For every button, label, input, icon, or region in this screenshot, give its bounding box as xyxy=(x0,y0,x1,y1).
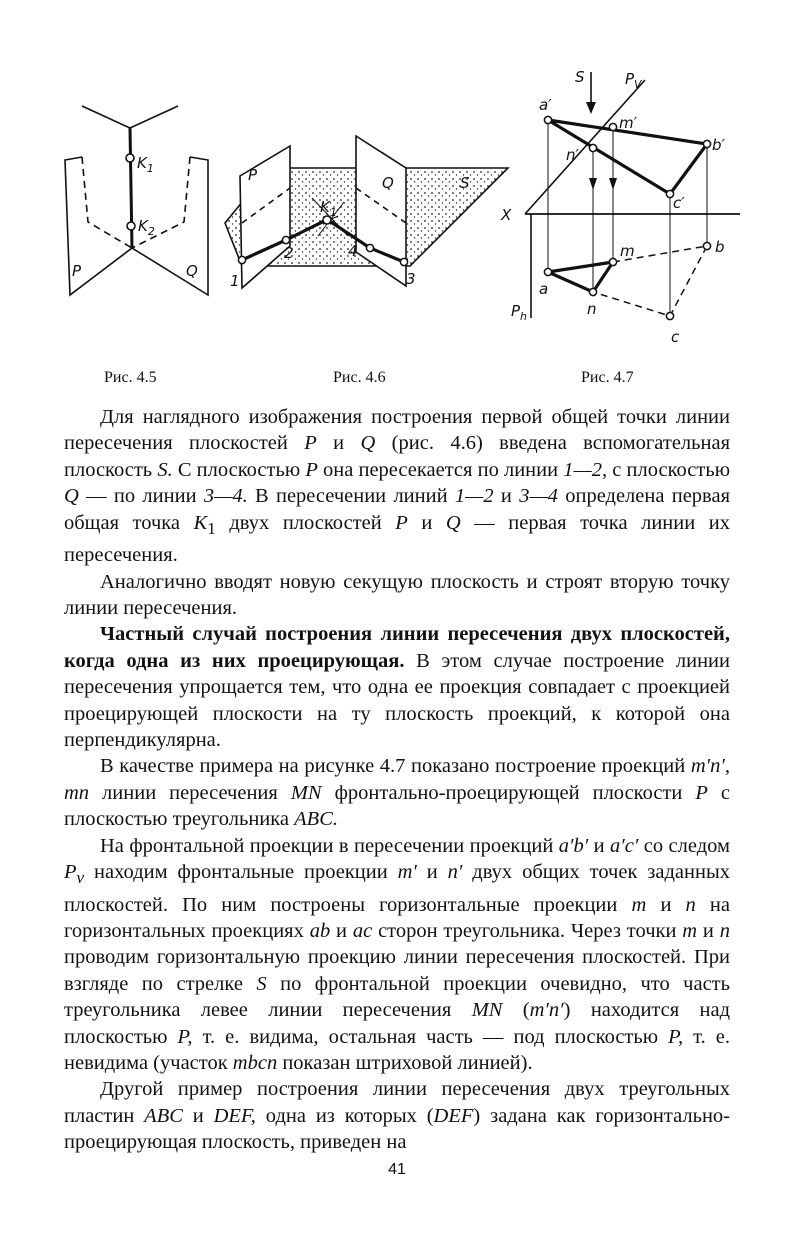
text-run: ab xyxy=(309,919,331,942)
text-run: фронтально-проецирующей плоскости xyxy=(321,781,696,804)
point-a1 xyxy=(544,116,551,123)
text-run: и xyxy=(416,861,448,883)
text-run: Другой пример построения линии пересечения двух треугольных пластин xyxy=(64,1078,730,1127)
text-run: и xyxy=(588,834,611,857)
paragraph xyxy=(64,569,730,622)
text-run: S xyxy=(256,972,267,995)
text-run: m′n′ xyxy=(529,999,564,1022)
figure-4-6-drawing xyxy=(220,128,520,298)
text-run: P, xyxy=(177,1025,193,1048)
text-run: и xyxy=(182,1104,214,1127)
body-text xyxy=(64,404,730,1156)
text-run: и xyxy=(493,485,520,508)
text-run: m xyxy=(631,893,647,916)
text-run: На фронтальной проекции в пересечении проекций xyxy=(100,834,559,857)
label-k1: $K_1$ xyxy=(320,198,337,219)
text-run: MN xyxy=(290,781,322,804)
text-run: 3—4 xyxy=(519,485,558,508)
text-run: проводим горизонтальную проекцию линии пересечения плоскостей. При взгляде по стрелке xyxy=(64,946,730,995)
text-run: — по линии xyxy=(78,485,204,508)
text-run: со следом xyxy=(638,834,730,857)
figure-4-6 xyxy=(220,128,520,298)
text-run: и xyxy=(646,893,686,916)
caption-fig-4-7: Рис. 4.7 xyxy=(581,369,634,386)
label-b: b xyxy=(715,238,725,256)
point-n xyxy=(589,288,596,295)
text-run: P xyxy=(395,511,408,534)
text-run: двух плоскостей xyxy=(215,511,396,534)
text-run: С плоскостью xyxy=(172,458,306,481)
text-run: по фронтальной проекции очевидно, что часть треугольника левее линии пересечения xyxy=(64,972,730,1022)
text-run: показан штриховой линией). xyxy=(277,1051,533,1074)
point-c xyxy=(666,312,673,319)
text-run: В этом случае построение линии пересечения упрощается тем, что одна ее проекция совпадает с проекцией проецирующей плоскости на ту плоскость проекций, к которой она перпендикулярна. xyxy=(64,649,730,751)
text-run: 3—4. xyxy=(203,485,248,508)
label-1: 1 xyxy=(230,272,240,290)
text-run: DEF xyxy=(433,1104,474,1127)
text-run: n xyxy=(719,919,730,942)
text-run: ) задана как горизонтально-проецирующая плоскость, приведен на xyxy=(64,1104,730,1154)
point-2 xyxy=(282,236,289,243)
text-run: сторон треугольника. Через точки xyxy=(372,919,683,942)
subscript: v xyxy=(76,868,85,888)
text-run: находим фронтальные проекции xyxy=(84,861,398,883)
text-run: ( xyxy=(502,999,530,1022)
text-run: и xyxy=(697,919,720,942)
text-run: K xyxy=(193,511,208,534)
point-m xyxy=(609,258,616,265)
point-b1 xyxy=(703,140,710,147)
triangle-horizontal-hidden xyxy=(593,246,707,316)
text-run: Q xyxy=(64,485,79,508)
label-p: P xyxy=(72,262,82,280)
text-run: ac xyxy=(352,919,373,942)
label-3: 3 xyxy=(406,270,416,288)
plane-p-hidden-edge xyxy=(82,157,132,248)
figure-4-7-drawing xyxy=(495,60,745,355)
text-run: с плоскостью xyxy=(607,458,731,481)
text-run: mbcn xyxy=(232,1051,278,1074)
text-run: P xyxy=(304,432,317,455)
paragraph xyxy=(64,1076,730,1155)
label-k1: $K_1$ xyxy=(137,154,154,175)
text-run: двух общих точек заданных плоскостей. По ним построены горизонтальные проекции xyxy=(64,861,730,916)
label-c: c xyxy=(671,328,680,346)
label-4: 4 xyxy=(348,242,358,260)
text-run: определена первая общая точка xyxy=(64,485,730,534)
label-k2: $K_2$ xyxy=(138,217,155,238)
triangle-horizontal-visible xyxy=(548,262,613,292)
paragraph xyxy=(64,833,730,1077)
point-n1 xyxy=(589,144,596,151)
label-m: m xyxy=(620,242,635,260)
text-run: 1—2 xyxy=(454,485,494,508)
label-c1: c′ xyxy=(673,194,685,212)
paragraph xyxy=(64,621,730,753)
text-run: Аналогично вводят новую секущую плоскость и строят вторую точку линии пересечения. xyxy=(64,570,730,619)
label-pv: $P_V$ xyxy=(625,70,642,91)
text-run: S. xyxy=(157,458,173,481)
text-run: m xyxy=(682,919,698,942)
label-s: S xyxy=(460,174,470,192)
text-run: ) находится над плоскостью xyxy=(64,999,731,1048)
text-run: Q xyxy=(445,511,461,534)
text-run: (рис. 4.6) введена вспомогательная плоскость xyxy=(64,432,730,481)
label-2: 2 xyxy=(284,244,294,262)
arrow-down-n xyxy=(589,178,597,190)
point-k2 xyxy=(127,222,135,230)
point-m1 xyxy=(609,123,616,130)
text-run: В пересечении линий xyxy=(247,485,455,508)
point-b xyxy=(703,242,710,249)
caption-fig-4-5: Рис. 4.5 xyxy=(104,369,157,386)
text-run: на горизонтальных проекциях xyxy=(64,893,730,942)
arrow-down-m xyxy=(609,178,617,190)
text-run: P xyxy=(695,781,708,804)
text-run: ABC. xyxy=(294,808,338,831)
caption-fig-4-6: Рис. 4.6 xyxy=(333,369,386,386)
page-number: 41 xyxy=(388,1161,406,1178)
point-4 xyxy=(366,244,373,251)
point-1 xyxy=(238,256,245,263)
text-run: mn xyxy=(64,781,90,804)
text-run: m′n′, xyxy=(690,755,730,778)
text-run: и xyxy=(330,919,353,942)
label-q: Q xyxy=(186,262,198,280)
text-run: она пересекается по линии xyxy=(317,458,564,481)
text-run: с плоскостью треугольника xyxy=(64,781,731,831)
figure-4-5 xyxy=(60,100,220,300)
point-3 xyxy=(400,258,407,265)
text-run: Частный случай построения линии пересечения двух плоскостей, когда одна из них проецирующая. xyxy=(64,623,730,672)
text-run: и xyxy=(316,432,361,455)
label-m1: m′ xyxy=(619,114,638,132)
text-run: ABC xyxy=(144,1104,183,1127)
point-a xyxy=(544,268,551,275)
point-k1 xyxy=(126,154,134,162)
text-run: и xyxy=(407,511,446,534)
text-run: В качестве примера на рисунке 4.7 показано построение проекций xyxy=(100,755,691,778)
subscript: 1 xyxy=(207,518,216,538)
text-run: Для наглядного изображения построения первой общей точки линии пересечения плоскостей xyxy=(64,406,730,455)
label-b1: b′ xyxy=(712,136,725,154)
text-run: n′ xyxy=(447,861,463,883)
text-run: MN xyxy=(471,999,503,1022)
text-run: P xyxy=(64,861,77,883)
text-run: т. е. видима, остальная часть — под плоскостью xyxy=(192,1025,669,1048)
text-run: n xyxy=(685,893,696,916)
text-run: P xyxy=(305,458,318,481)
paragraph xyxy=(64,753,730,832)
label-a1: a′ xyxy=(539,96,552,114)
label-x: X xyxy=(501,206,512,224)
text-run: P, xyxy=(668,1025,684,1048)
text-run: a′b′ xyxy=(558,834,589,857)
text-run: одна из которых ( xyxy=(255,1104,434,1127)
paragraph xyxy=(64,404,730,569)
text-run: Q xyxy=(360,432,376,455)
arrow-s-head xyxy=(586,102,596,114)
label-n1: n′ xyxy=(566,146,579,164)
text-run: — первая точка линии их пересечения. xyxy=(64,511,730,567)
figure-4-7 xyxy=(495,60,745,355)
label-p: P xyxy=(248,166,258,184)
text-run: линии пересечения xyxy=(89,781,291,804)
label-a: a xyxy=(539,280,549,298)
text-run: a′c′ xyxy=(610,834,639,857)
text-run: DEF, xyxy=(213,1104,256,1127)
text-run: т. е. невидима (участок xyxy=(64,1025,730,1074)
text-run: 1—2, xyxy=(563,458,608,481)
text-run: m′ xyxy=(397,861,417,883)
label-ph: $P_h$ xyxy=(511,302,528,323)
label-n: n xyxy=(587,300,597,318)
label-q: Q xyxy=(382,174,394,192)
figure-4-5-drawing xyxy=(60,100,220,300)
label-s: S xyxy=(575,68,585,86)
